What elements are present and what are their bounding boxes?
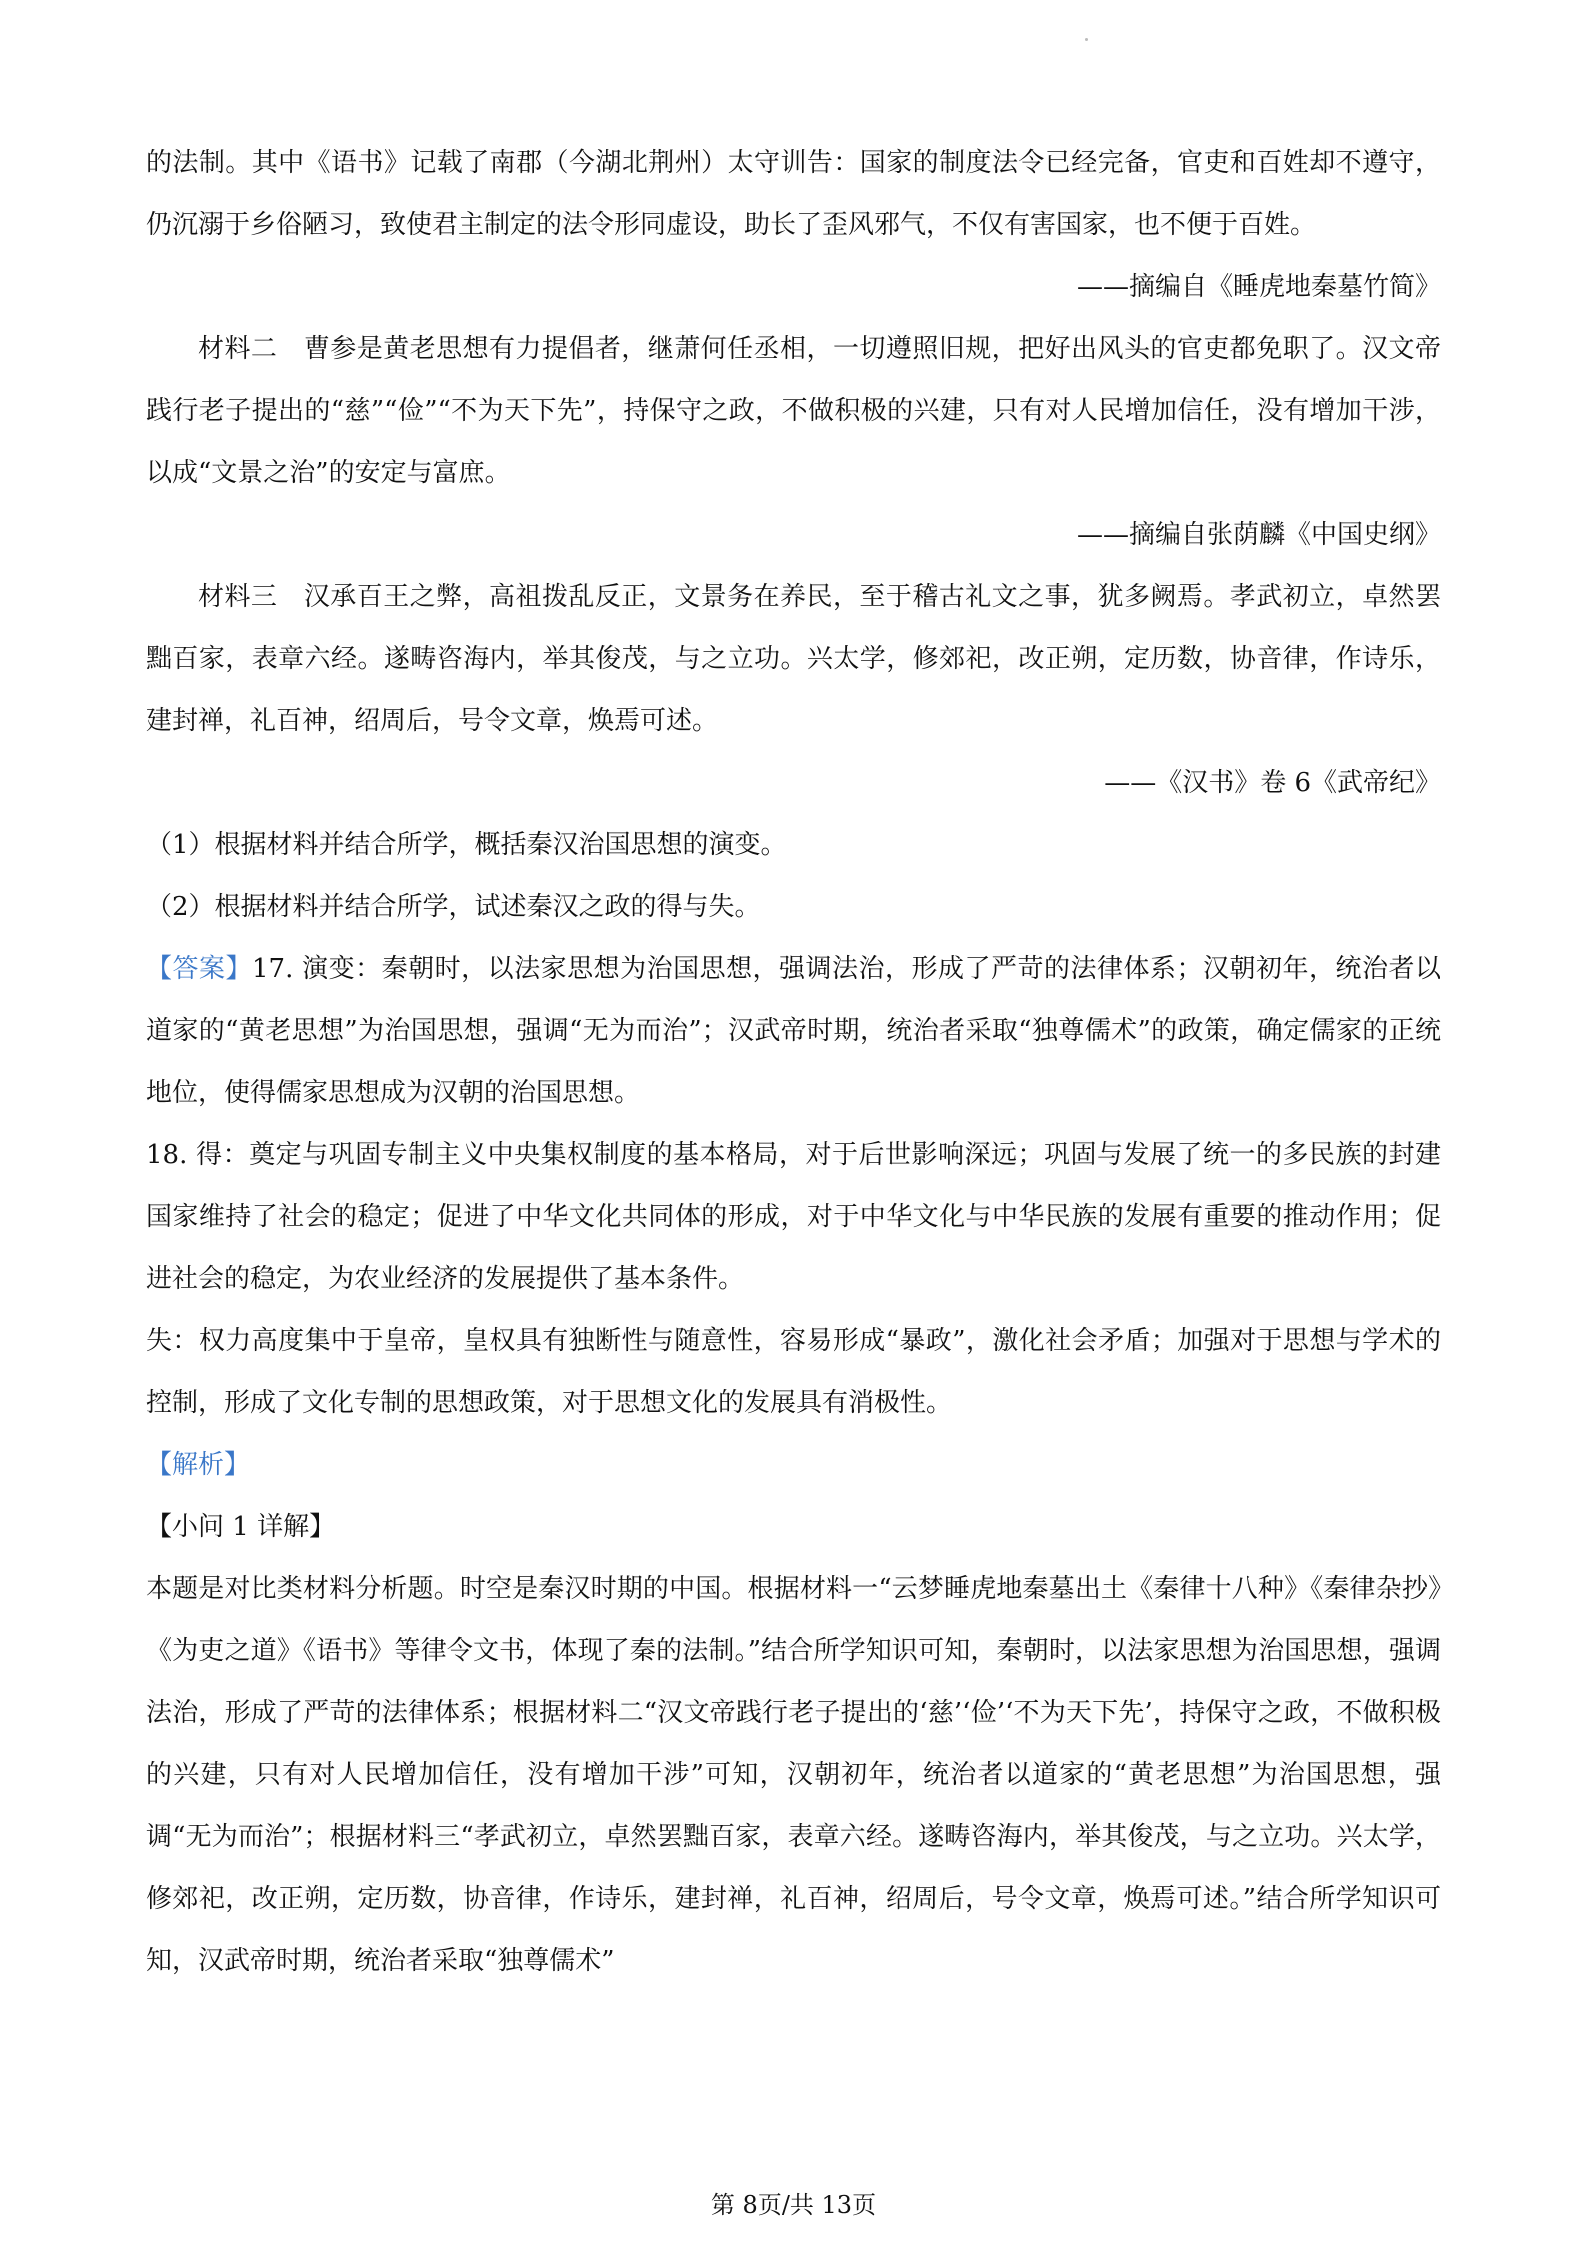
analysis-sub-label: 【小问 1 详解】 xyxy=(146,1512,336,1542)
answer-q17 xyxy=(146,938,1441,1124)
answer-label: 【答案】 xyxy=(146,954,252,984)
page-number: 第 8页/共 13页 xyxy=(710,2191,877,2219)
question-1: （1）根据材料并结合所学，概括秦汉治国思想的演变。 xyxy=(146,830,787,860)
page-content xyxy=(146,132,1441,1992)
material3-label: 材料三 xyxy=(198,582,278,612)
material2-label: 材料二 xyxy=(198,334,278,364)
material3-source: ——《汉书》卷 6《武帝纪》 xyxy=(1104,768,1441,798)
answer-q18-loss: 失：权力高度集中于皇帝，皇权具有独断性与随意性，容易形成“暴政”，激化社会矛盾；加强对于思想与学术的控制，形成了文化专制的思想政策，对于思想文化的发展具有消极性。 xyxy=(146,1326,1441,1418)
answer-q17-text: 17. 演变：秦朝时，以法家思想为治国思想，强调法治，形成了严苛的法律体系；汉朝初年，统治者以道家的“黄老思想”为治国思想，强调“无为而治”；汉武帝时期，统治者采取“独尊儒术”的政策，确定儒家的正统地位，使得儒家思想成为汉朝的治国思想。 xyxy=(146,954,1441,1108)
material3-text: 汉承百王之弊，高祖拨乱反正，文景务在养民，至于稽古礼文之事，犹多阙焉。孝武初立，卓然罢黜百家，表章六经。遂畴咨海内，举其俊茂，与之立功。兴太学，修郊祀，改正朔，定历数，协音律，作诗乐，建封禅，礼百神，绍周后，号令文章，焕焉可述。 xyxy=(146,582,1441,736)
question-2: （2）根据材料并结合所学，试述秦汉之政的得与失。 xyxy=(146,892,761,922)
material2-text: 曹参是黄老思想有力提倡者，继萧何任丞相，一切遵照旧规，把好出风头的官吏都免职了。汉文帝践行老子提出的“慈”“俭”“不为天下先”，持保守之政，不做积极的兴建，只有对人民增加信任，没有增加干涉，以成“文景之治”的安定与富庶。 xyxy=(146,334,1441,488)
material1-source: ——摘编自《睡虎地秦墓竹简》 xyxy=(1076,272,1441,302)
material2-paragraph xyxy=(146,318,1441,504)
material3-paragraph xyxy=(146,566,1441,752)
material2-source: ——摘编自张荫麟《中国史纲》 xyxy=(1076,520,1441,550)
material1-paragraph: 的法制。其中《语书》记载了南郡（今湖北荆州）太守训告：国家的制度法令已经完备，官吏和百姓却不遵守，仍沉溺于乡俗陋习，致使君主制定的法令形同虚设，助长了歪风邪气，不仅有害国家，也不便于百姓。 xyxy=(146,148,1441,240)
analysis-paragraph: 本题是对比类材料分析题。时空是秦汉时期的中国。根据材料一“云梦睡虎地秦墓出土《秦律十八种》《秦律杂抄》《为吏之道》《语书》等律令文书，体现了秦的法制。”结合所学知识可知，秦朝时，以法家思想为治国思想，强调法治，形成了严苛的法律体系；根据材料二“汉文帝践行老子提出的‘慈’‘俭’‘不为天下先’，持保守之政，不做积极的兴建，只有对人民增加信任，没有增加干涉”可知，汉朝初年，统治者以道家的“黄老思想”为治国思想，强调“无为而治”；根据材料三“孝武初立，卓然罢黜百家，表章六经。遂畴咨海内，举其俊茂，与之立功。兴太学，修郊祀，改正朔，定历数，协音律，作诗乐，建封禅，礼百神，绍周后，号令文章，焕焉可述。”结合所学知识可知，汉武帝时期，统治者采取“独尊儒术” xyxy=(146,1574,1441,1976)
analysis-label: 【解析】 xyxy=(146,1450,251,1480)
scan-dot xyxy=(1085,38,1088,41)
answer-q18-gain: 18. 得：奠定与巩固专制主义中央集权制度的基本格局，对于后世影响深远；巩固与发展了统一的多民族的封建国家维持了社会的稳定；促进了中华文化共同体的形成，对于中华文化与中华民族的发展有重要的推动作用；促进社会的稳定，为农业经济的发展提供了基本条件。 xyxy=(146,1140,1441,1294)
